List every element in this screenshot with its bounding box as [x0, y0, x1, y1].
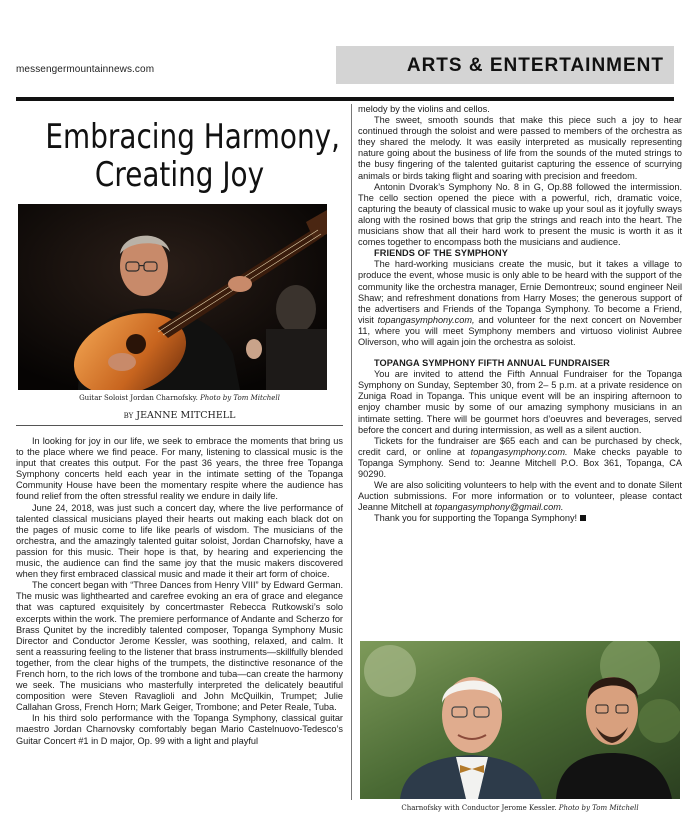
photo2-caption-text: Charnofsky with Conductor Jerome Kessler. [401, 804, 557, 812]
tickets-text-end: Make checks payable to Topanga Symphony. Send to: Jeanne Mitchell P.O. Box 361, Topanga, CA 90290. [358, 446, 682, 479]
header-rule [16, 97, 674, 101]
paragraph: In his third solo performance with the Topanga Symphony, classical guitar maestro Jordan Charnovsky comfortably began Mario Castelnuovo-Tedesco’s Guitar Concert #1 in D major, Op. 99 with a light and playful [16, 713, 343, 746]
friends-text-end: and volunteer for the next concert on November 11, where you will meet Symphony members and virtuoso violinist Aubree Oliverson, who will again join the orchestra as soloist. [358, 314, 682, 347]
photo1-caption-text: Guitar Soloist Jordan Charnofsky. [79, 394, 198, 402]
guitarist-illustration [18, 204, 327, 390]
closing-paragraph [358, 513, 682, 524]
contact-email-link[interactable]: topangasymphony@gmail.com. [434, 502, 564, 513]
section-banner [336, 46, 674, 84]
paragraph: In looking for joy in our life, we seek to embrace the moments that bring us to the place where we find peace. For many, listening to classical music is the input that creates this output. For the past 36 years, the three free Topanga Symphony concerts held each year in the intimate setting of the Topanga Community House have been the momentary respite where the audience has found relief from the often stressful reality we endure in daily life. [16, 436, 343, 502]
byline-prefix: BY [123, 412, 134, 420]
photo1-credit: Photo by Tom Mitchell [200, 394, 280, 402]
site-url: messengermountainnews.com [16, 64, 155, 75]
volunteer-text: We are also soliciting volunteers to help with the event and to donate Silent Auction submissions. For more information or to volunteer, please contact Jeanne Mitchell at [358, 480, 682, 513]
article-body-left [16, 436, 343, 747]
tickets-paragraph [358, 436, 682, 480]
end-mark-icon [580, 515, 586, 521]
paragraph: The concert began with “Three Dances from Henry VIII” by Edward German. The music was lighthearted and carefree evoking an era of grace and elegance that was captured exquisitely by concertmaster Rebecca Rutkowski’s solo excerpts within the work. The premiere performance of Andante and Scherzo for Brass Qunitet by the incredibly talented composer, Topanga Symphony Music Director and Conductor Jerome Kessler, was soothing, relaxed, and calm. It sent a reassuring feeling to the listener that brass instruments—skillfully blended together, from the clear highs of the trumpets, the distinctive resonance of the French horn, to the rich lows of the trombone and tuba—can create the harmony we seek. The musicians who masterfully interpreted the delicately beautiful composition were Steven Ravaglioli and John McQuilkin, Trumpet; Julie Callahan Gross, French Horn; Mark Geiger, Trombone; and Peter Reale, Tuba. [16, 580, 343, 713]
photo1-caption [16, 394, 343, 402]
photo2-caption [360, 804, 680, 812]
paragraph: melody by the violins and cellos. [358, 104, 490, 114]
tickets-website-link[interactable]: topangasymphony.com. [470, 446, 568, 457]
tickets-text: Tickets for the fundraiser are $65 each and can be purchased by check, credit card, or online at [358, 435, 682, 457]
guitarist-photo [18, 204, 327, 390]
paragraph: The sweet, smooth sounds that make this piece such a joy to hear continued through the soloist and were passed to members of the orchestra as they shared the melody. It was easily interpreted as musically representing nature going about the business of life from the sounds of the muted strings to the busy fingering of the talented guitarist capturing the essence of scurrying animals or birds taking flight and soaring with precision and freedom. [358, 115, 682, 181]
article-body-right [358, 104, 682, 524]
conductor-soloist-illustration [360, 641, 680, 799]
fundraiser-heading: TOPANGA SYMPHONY FIFTH ANNUAL FUNDRAISER [374, 358, 610, 369]
section-title: ARTS & ENTERTAINMENT [406, 55, 664, 76]
closing-text: Thank you for supporting the Topanga Symphony! [374, 513, 578, 524]
volunteer-paragraph [358, 480, 682, 513]
paragraph: June 24, 2018, was just such a concert day, where the live performance of talented classical musicians played their hearts out making each black dot on the pages of music come to life like pearls of wisdom. The musicians of the orchestra, and the amazingly talented guitar soloist, Jordan Charnofsky, have a passion for this music. Their hope is that, by hearing and experiencing the music, the audience can find the same joy that the music makers discovered when they first embraced classical music and made it their art form of choice. [16, 502, 343, 580]
right-column [358, 104, 682, 524]
friends-text: The hard-working musicians create the music, but it takes a village to produce the event, whose music is only able to be heard with the support of the community like the orchestra manager, Ernie Demontreux; sound engineer Neil Shaw; and refreshment donations from Harry Moses; the generous support of the advertisers and Friends of the Topanga Symphony. To become a Friend, visit [358, 259, 682, 325]
friends-heading: FRIENDS OF THE SYMPHONY [374, 248, 508, 259]
headline [45, 117, 341, 195]
photo2-credit: Photo by Tom Mitchell [558, 804, 639, 812]
paragraph: Antonin Dvorak’s Symphony No. 8 in G, Op.88 followed the intermission. The cello section opened the piece with a powerful, rich, dramatic voice, capturing the beauty of classical music to wake up your soul as it joyfully sways along with the rosined bows that grip the strings and reach into the heart. The musicians show that all their hard work to present the music is worth it as it comes together to encompass both the musicians and audience. [358, 181, 682, 248]
friends-website-link[interactable]: topangasymphony.com, [377, 314, 475, 325]
column-divider [351, 104, 352, 800]
byline [16, 410, 343, 421]
headline-line-2: Creating Joy [94, 155, 265, 195]
left-column [16, 108, 343, 747]
fundraiser-paragraph: You are invited to attend the Fifth Annual Fundraiser for the Topanga Symphony on Sunday, September 30, from 2– 5 p.m. at a private residence on Zuniga Road in Topanga. This unique event will be an inspiring afternoon to enjoy chamber music by some of our amazing symphony musicians in an intimate setting. There will be gourmet hors d’oeuvres and beverages, served before the concert and during intermission, as well as a silent auction. [358, 369, 682, 435]
byline-author: JEANNE MITCHELL [136, 410, 236, 421]
byline-rule [16, 425, 343, 426]
headline-line-1: Embracing Harmony, [45, 117, 341, 157]
conductor-soloist-photo [360, 641, 680, 799]
friends-paragraph [358, 259, 682, 348]
